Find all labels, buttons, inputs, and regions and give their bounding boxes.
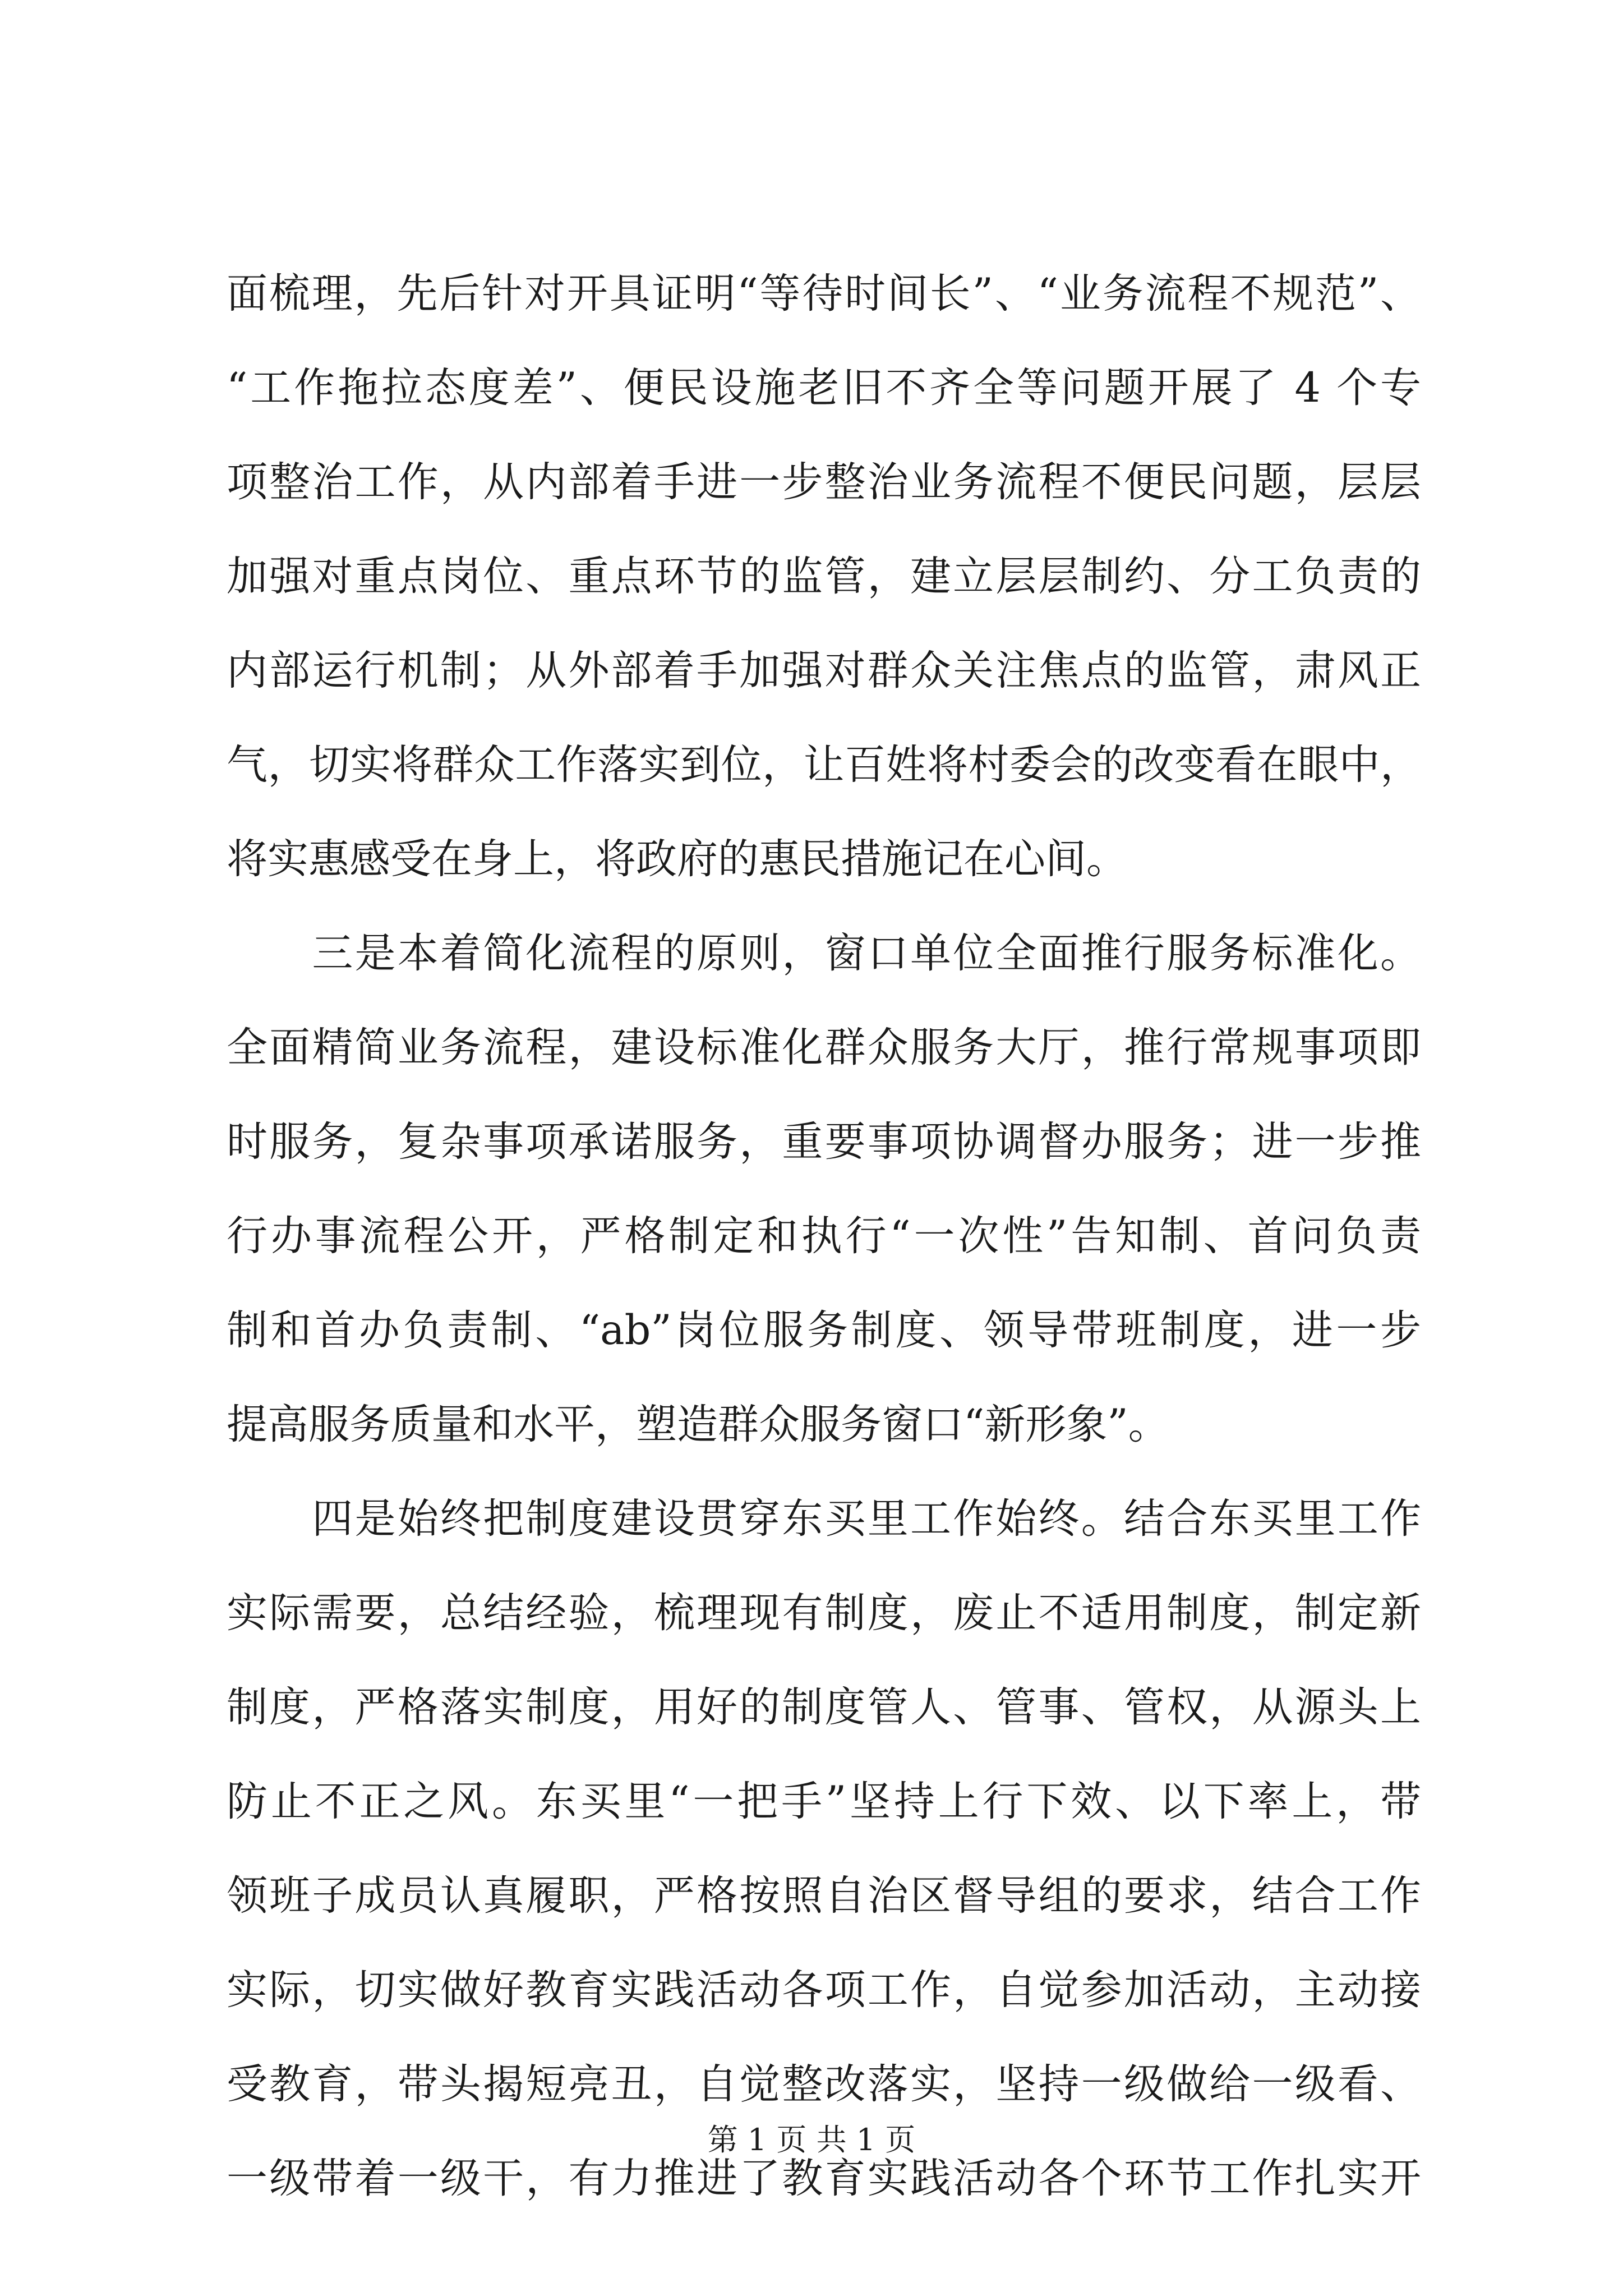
text-line: 提高服务质量和水平，塑造群众服务窗口“新形象”。 xyxy=(227,1401,1169,1448)
text-line: 加强对重点岗位、重点环节的监管，建立层层制约、分工负责的 xyxy=(227,553,1421,600)
text-line: 三是本着简化流程的原则，窗口单位全面推行服务标准化。 xyxy=(227,930,1421,977)
text-line: 将实惠感受在身上，将政府的惠民措施记在心间。 xyxy=(227,835,1127,883)
text-line: 面梳理，先后针对开具证明“等待时间长”、“业务流程不规范”、 xyxy=(227,270,1421,318)
text-line: 时服务，复杂事项承诺服务，重要事项协调督办服务；进一步推 xyxy=(227,1118,1421,1166)
text-line: 气，切实将群众工作落实到位，让百姓将村委会的改变看在眼中， xyxy=(227,741,1421,789)
text-line: 领班子成员认真履职，严格按照自治区督导组的要求，结合工作 xyxy=(227,1872,1421,1920)
text-line: 四是始终把制度建设贯穿东买里工作始终。结合东买里工作 xyxy=(227,1495,1421,1543)
text-line: 制和首办负责制、“ab”岗位服务制度、领导带班制度，进一步 xyxy=(227,1306,1421,1354)
text-line: 实际，切实做好教育实践活动各项工作，自觉参加活动，主动接 xyxy=(227,1966,1421,2014)
text-line: 全面精简业务流程，建设标准化群众服务大厅，推行常规事项即 xyxy=(227,1024,1421,1071)
text-line: 制度，严格落实制度，用好的制度管人、管事、管权，从源头上 xyxy=(227,1683,1421,1731)
text-line: 行办事流程公开，严格制定和执行“一次性”告知制、首问负责 xyxy=(227,1212,1421,1260)
text-line: 项整治工作，从内部着手进一步整治业务流程不便民问题，层层 xyxy=(227,458,1421,506)
text-line: 内部运行机制；从外部着手加强对群众关注焦点的监管，肃风正 xyxy=(227,647,1421,694)
text-line: “工作拖拉态度差”、便民设施老旧不齐全等问题开展了 4 个专 xyxy=(227,364,1421,412)
body-text xyxy=(227,247,1421,2226)
text-line: 实际需要，总结经验，梳理现有制度，废止不适用制度，制定新 xyxy=(227,1589,1421,1637)
text-line: 防止不正之风。东买里“一把手”坚持上行下效、以下率上，带 xyxy=(227,1778,1421,1825)
page-footer: 第 1 页 共 1 页 xyxy=(707,2122,916,2157)
text-line: 一级带着一级干，有力推进了教育实践活动各个环节工作扎实开 xyxy=(227,2155,1421,2202)
text-line: 受教育，带头揭短亮丑，自觉整改落实，坚持一级做给一级看、 xyxy=(227,2060,1421,2108)
